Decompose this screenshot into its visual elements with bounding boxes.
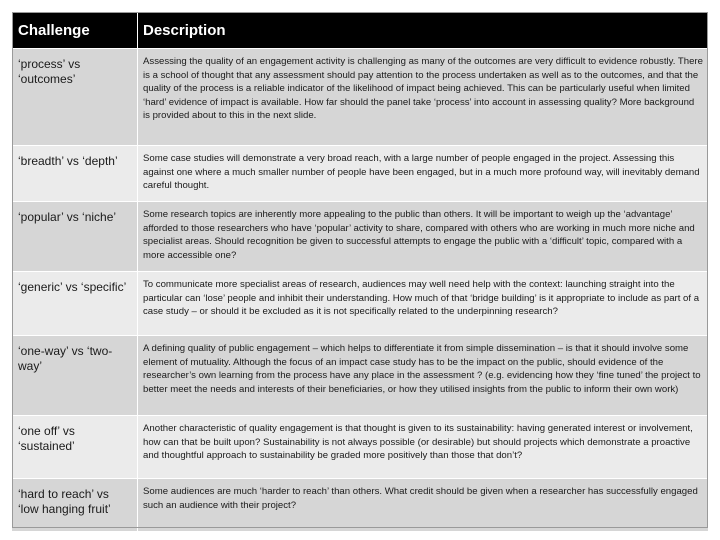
description-cell: Some audiences are much ‘harder to reach’ than others. What credit should be given when a researcher has successfully engaged such an audience with their project? — [137, 479, 708, 531]
table-header — [12, 12, 708, 49]
challenges-table — [12, 12, 708, 532]
table-row — [12, 49, 708, 146]
table-row — [12, 416, 708, 479]
table-row — [12, 479, 708, 532]
description-cell: A defining quality of public engagement – which helps to differentiate it from simple dissemination – is that it should involve some element of mutuality. Although the focus of an impact case study has to be the impact on the public, should evidence of the researcher’s own learning from the process have any place in the assessment ? (e.g. evidencing how they ‘fine tuned’ the project to better meet the needs and interests of their beneficiaries, or how they utilised insights from the public to inform their own work) — [137, 336, 708, 415]
challenge-cell: ‘popular’ vs ‘niche’ — [18, 210, 117, 224]
header-challenge: Challenge — [18, 21, 90, 39]
description-cell: Another characteristic of quality engagement is that thought is given to its sustainability: having generated interest or involvement, how can that be built upon? Sustainability is not always possible (or desirable) but should projects which demonstrate a proactive and thoughtful approach to sustainability be graded more positively than those that don’t? — [137, 416, 708, 478]
challenge-cell: ‘hard to reach’ vs ‘low hanging fruit’ — [18, 487, 111, 516]
challenge-cell: ‘process’ vs ‘outcomes’ — [18, 57, 81, 86]
table-row — [12, 146, 708, 202]
table-row — [12, 202, 708, 272]
challenge-cell: ‘generic’ vs ‘specific’ — [18, 280, 127, 294]
challenge-cell: ‘one-way’ vs ‘two-way’ — [18, 344, 113, 373]
challenge-cell: ‘breadth’ vs ‘depth’ — [18, 154, 118, 168]
table-row — [12, 272, 708, 336]
description-cell: To communicate more specialist areas of research, audiences may well need help with the context: launching straight into the particular can ‘lose’ people and inhibit their understanding. How much of that ‘bridge building’ is it appropriate to include as part of a case study – or should it be excluded as it is not specifically related to the underpinning research? — [137, 272, 708, 335]
description-cell: Assessing the quality of an engagement activity is challenging as many of the outcomes are very difficult to evidence robustly. There is a school of thought that any assessment should pay attention to the process undertaken as well as to the outcomes, and that the quality of the process is a reliable indicator of the likelihood of impact being achieved. This can be particularly useful when limited ‘hard’ evidence of impact is available. How far should the panel take ‘process’ into account in assessing quality? More background is provided about to this in the next slide. — [137, 49, 708, 145]
description-cell: Some research topics are inherently more appealing to the public than others. It will be important to weigh up the ‘advantage’ afforded to those researchers who have ‘popular’ activity to share, compared with others who are working in much more niche and specialist areas. Should recognition be given to successful attempts to engage the public with a ‘difficult’ topic, compared with a more accessible one? — [137, 202, 708, 271]
table-row — [12, 336, 708, 416]
description-cell: Some case studies will demonstrate a very broad reach, with a large number of people engaged in the project. Assessing this against one where a much smaller number of people have been engaged, but in a much more profound way, will inevitably demand careful thought. — [137, 146, 708, 201]
header-description: Description — [137, 12, 708, 48]
challenge-cell: ‘one off’ vs ‘sustained’ — [18, 424, 75, 453]
